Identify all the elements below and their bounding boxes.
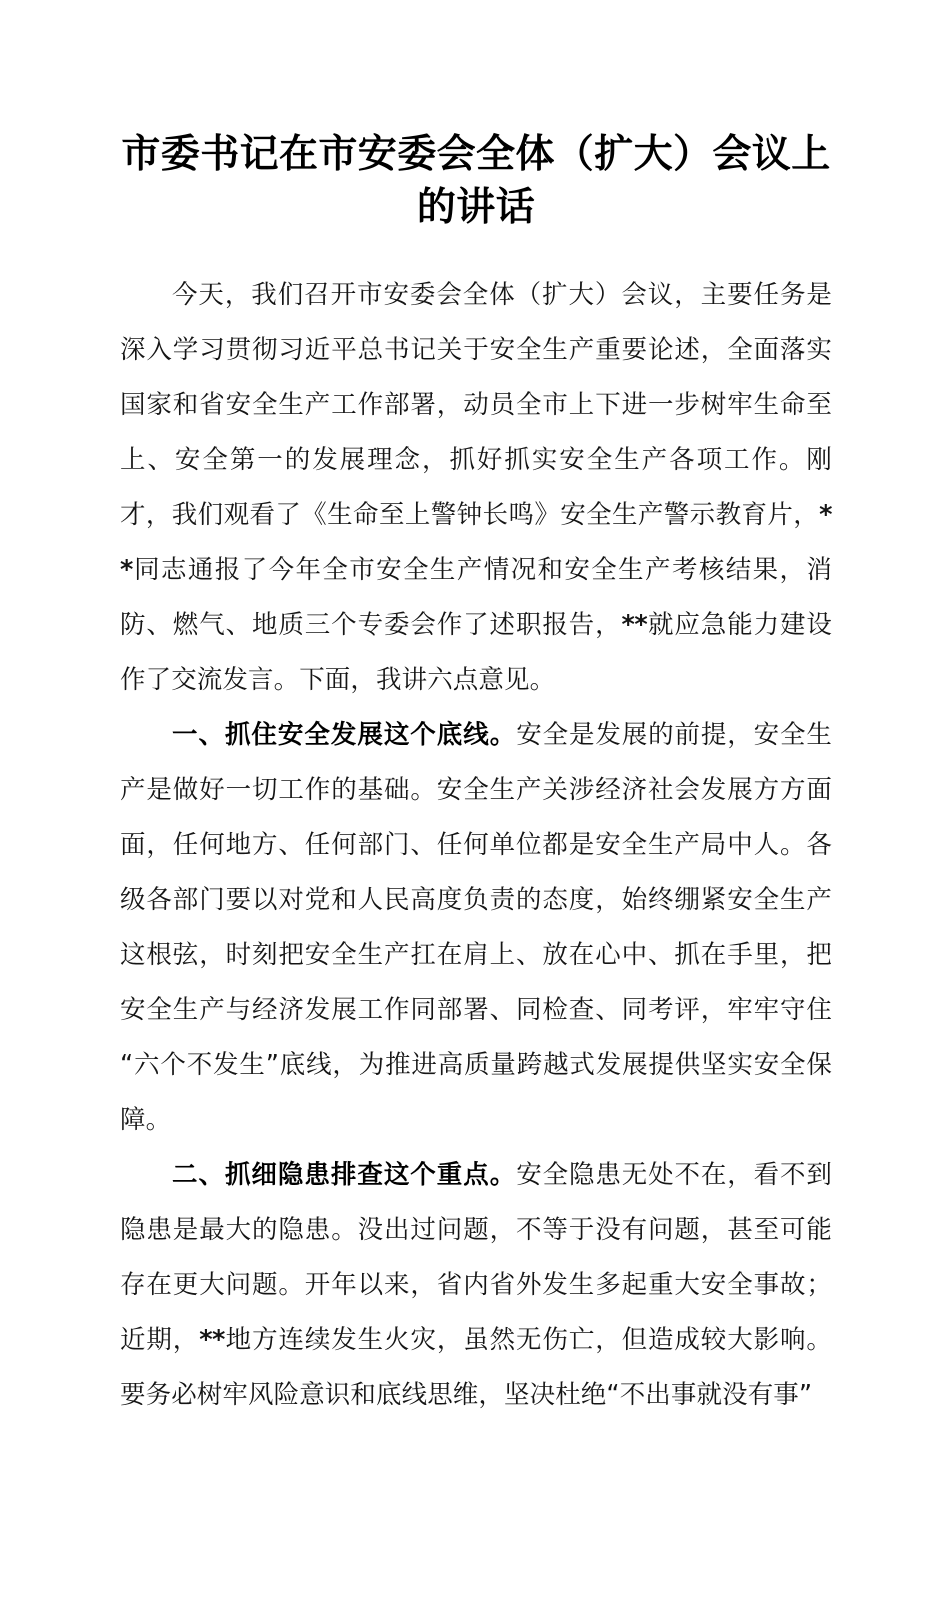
page-bottom-whitespace	[120, 1423, 832, 1603]
document-body	[120, 268, 832, 1603]
paragraph-lead-section-two: 二、抓细隐患排查这个重点。	[172, 1160, 517, 1190]
redaction-marker: **	[199, 1325, 225, 1355]
redaction-marker: **	[120, 500, 832, 585]
paragraph-text-section-two: 安全隐患无处不在，看不到隐患是最大的隐患。没出过问题，不等于没有问题，甚至可能存在更大问题。开年以来，省内省外发生多起重大安全事故；近期，**地方连续发生火灾，虽然无伤亡，但造成较大影响。要务必树牢风险意识和底线思维，坚决杜绝“不出事就没有事”	[120, 1160, 833, 1410]
redaction-marker: **	[621, 610, 648, 640]
paragraph-section-one	[120, 708, 832, 1148]
paragraph-section-two	[120, 1148, 832, 1423]
paragraph-intro	[120, 268, 832, 708]
paragraph-text-section-one: 安全是发展的前提，安全生产是做好一切工作的基础。安全生产关涉经济社会发展方方面面，任何地方、任何部门、任何单位都是安全生产局中人。各级各部门要以对党和人民高度负责的态度，始终绷紧安全生产这根弦，时刻把安全生产扛在肩上、放在心中、抓在手里，把安全生产与经济发展工作同部署、同检查、同考评，牢牢守住“六个不发生”底线，为推进高质量跨越式发展提供坚实安全保障。	[120, 720, 833, 1135]
paragraph-text-intro: 今天，我们召开市安委会全体（扩大）会议，主要任务是深入学习贯彻习近平总书记关于安全生产重要论述，全面落实国家和省安全生产工作部署，动员全市上下进一步树牢生命至上、安全第一的发展理念，抓好抓实安全生产各项工作。刚才，我们观看了《生命至上警钟长鸣》安全生产警示教育片，**同志通报了今年全市安全生产情况和安全生产考核结果，消防、燃气、地质三个专委会作了述职报告，**就应急能力建设作了交流发言。下面，我讲六点意见。	[120, 280, 832, 695]
page-title: 市委书记在市安委会全体（扩大）会议上的讲话	[121, 131, 831, 230]
paragraph-lead-section-one: 一、抓住安全发展这个底线。	[172, 720, 517, 750]
